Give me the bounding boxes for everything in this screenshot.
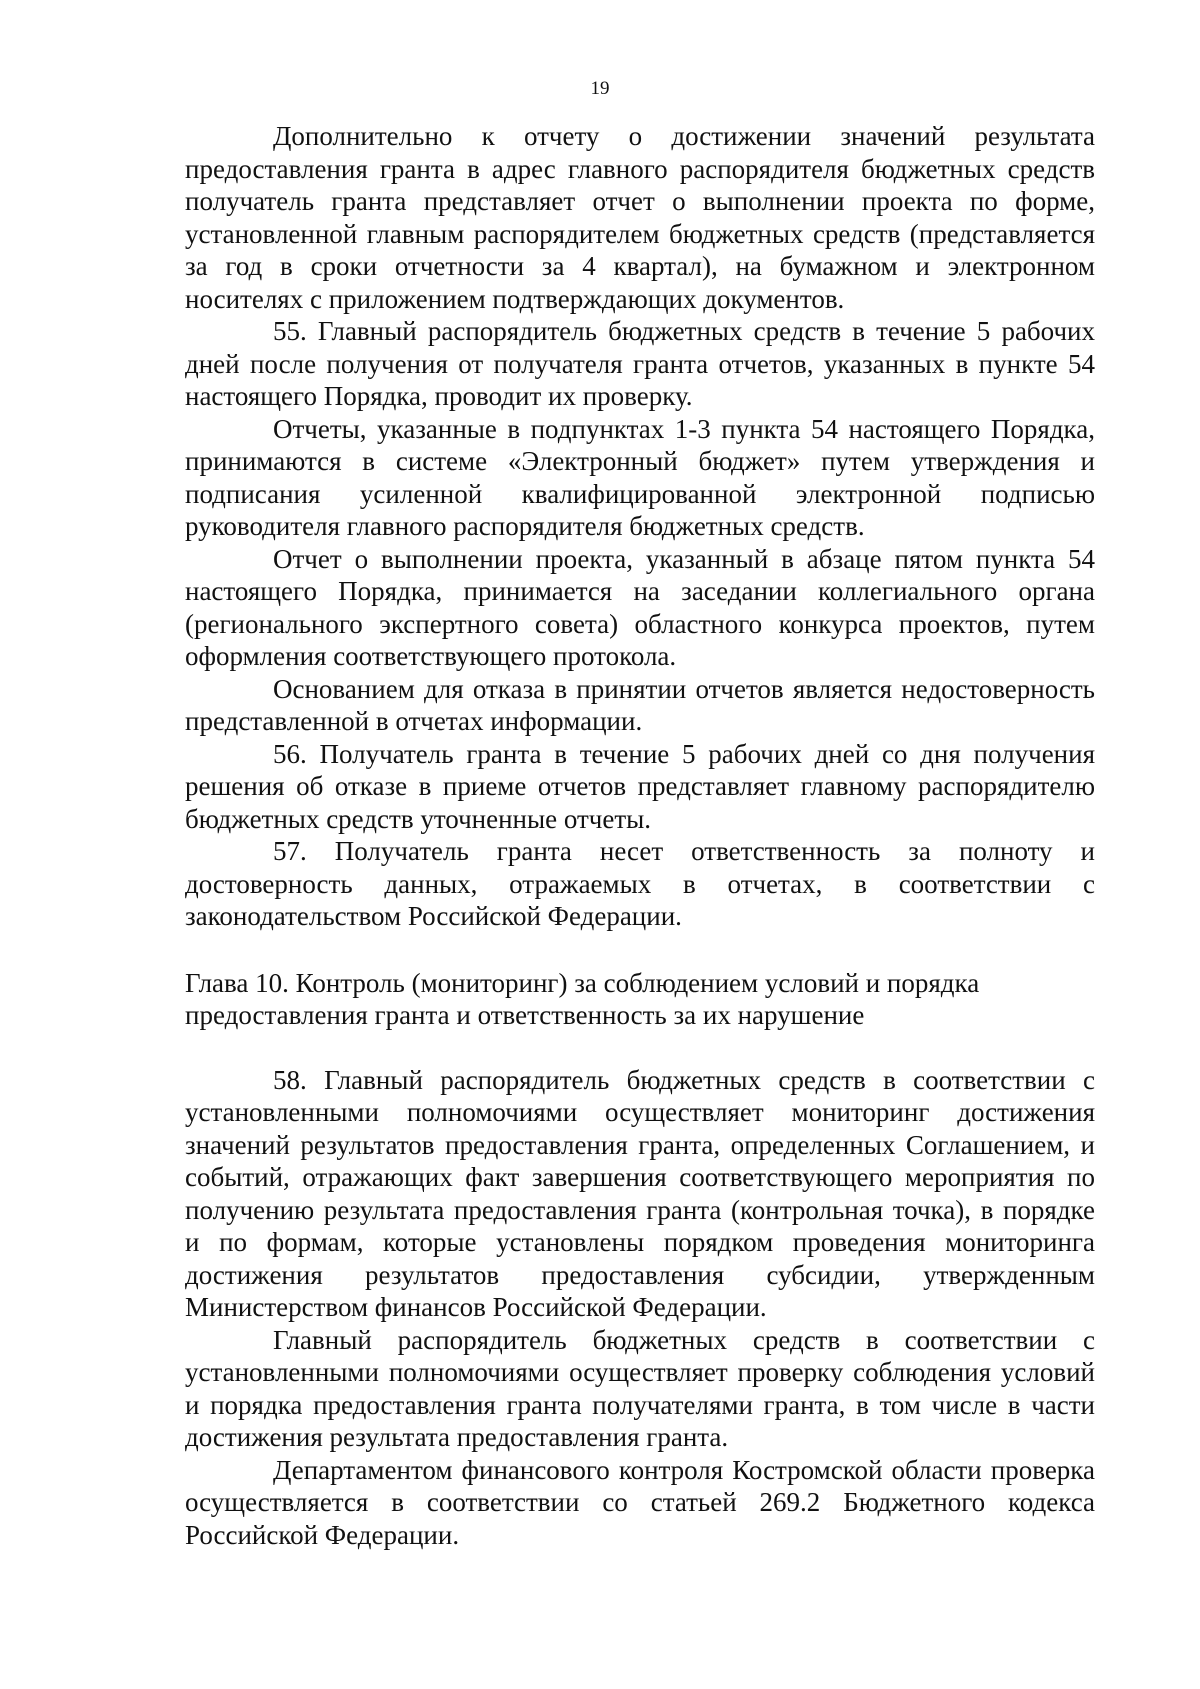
paragraph-report-addendum: Дополнительно к отчету о достижении значений результата предоставления гранта в адрес главного распорядителя бюджетных средств получатель гранта представляет отчет о выполнении проекта по форме, установленной главным распорядителем бюджетных средств (представляется за год в сроки отчетности за 4 квартал), на бумажном и электронном носителях с приложением подтверждающих документов. bbox=[185, 121, 1095, 314]
paragraph-58: 58. Главный распорядитель бюджетных средств в соответствии с установленными полномочиями осуществляет мониторинг достижения значений результатов предоставления гранта, определенных Соглашением, и событий, отражающих факт завершения соответствующего мероприятия по получению результата предоставления гранта (контрольная точка), в порядке и по формам, которые установлены порядком проведения мониторинга достижения результатов предоставления субсидии, утвержденным Министерством финансов Российской Федерации. bbox=[185, 1064, 1095, 1322]
paragraph-compliance-check: Главный распорядитель бюджетных средств в соответствии с установленными полномочиями осуществляет проверку соблюдения условий и порядка предоставления гранта получателями гранта, в том числе в части достижения результата предоставления гранта. bbox=[185, 1324, 1095, 1452]
paragraph-financial-control: Департаментом финансового контроля Костромской области проверка осуществляется в соответствии со статьей 269.2 Бюджетного кодекса Российской Федерации. bbox=[185, 1454, 1095, 1550]
paragraph-57: 57. Получатель гранта несет ответственность за полноту и достоверность данных, отражаемых в отчетах, в соответствии с законодательством Российской Федерации. bbox=[185, 836, 1095, 931]
document-body bbox=[185, 120, 1095, 1551]
spacer bbox=[185, 1032, 1095, 1064]
spacer bbox=[185, 933, 1095, 967]
paragraph-56: 56. Получатель гранта в течение 5 рабочих дней со дня получения решения об отказе в приеме отчетов представляет главному распорядителю бюджетных средств уточненные отчеты. bbox=[185, 738, 1095, 834]
chapter-heading bbox=[185, 967, 1095, 1032]
chapter-heading-line-1: Глава 10. Контроль (мониторинг) за соблюдением условий и порядка bbox=[185, 967, 980, 998]
paragraph-project-report: Отчет о выполнении проекта, указанный в абзаце пятом пункта 54 настоящего Порядка, принимается на заседании коллегиального органа (регионального экспертного совета) областного конкурса проектов, путем оформления соответствующего протокола. bbox=[185, 543, 1095, 671]
paragraph-reports-acceptance: Отчеты, указанные в подпунктах 1-3 пункта 54 настоящего Порядка, принимаются в системе «Электронный бюджет» путем утверждения и подписания усиленной квалифицированной электронной подписью руководителя главного распорядителя бюджетных средств. bbox=[185, 413, 1095, 541]
chapter-heading-line-2: предоставления гранта и ответственность за их нарушение bbox=[185, 1000, 865, 1030]
paragraph-55: 55. Главный распорядитель бюджетных средств в течение 5 рабочих дней после получения от получателя гранта отчетов, указанных в пункте 54 настоящего Порядка, проводит их проверку. bbox=[185, 316, 1095, 411]
paragraph-refusal-basis: Основанием для отказа в принятии отчетов является недостоверность представленной в отчетах информации. bbox=[185, 673, 1095, 736]
page-number: 19 bbox=[590, 78, 610, 99]
